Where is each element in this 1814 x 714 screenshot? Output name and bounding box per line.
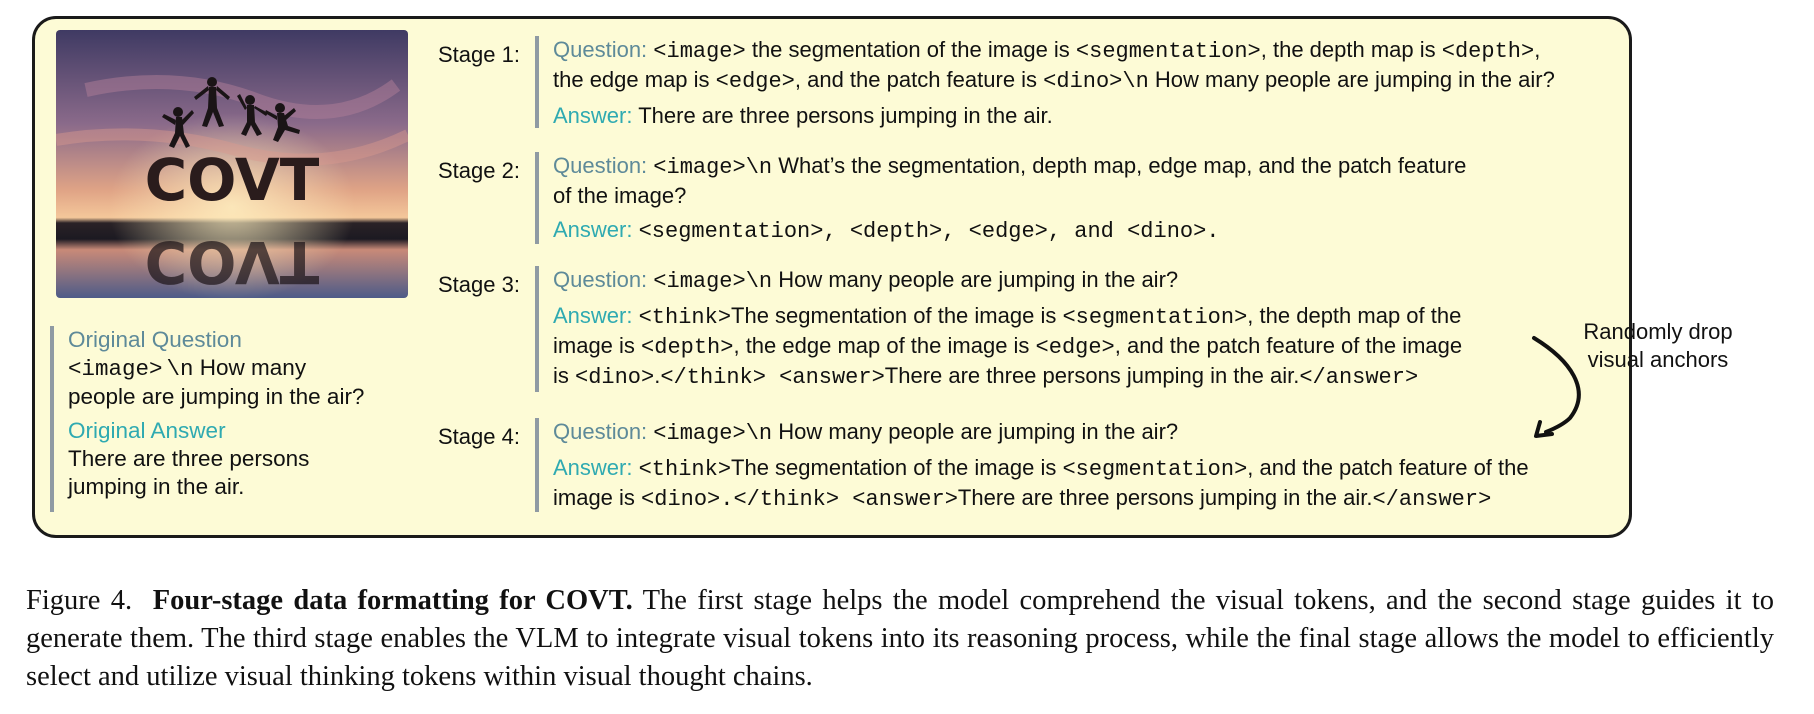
stage-2-question-line1: Question: <image>\n What’s the segmentation, depth map, edge map, and the patch feature [553,153,1467,180]
stage-3-answer-line1: Answer: <think>The segmentation of the image is <segmentation>, the depth map of the [553,303,1462,330]
stage-2-answer: Answer: <segmentation>, <depth>, <edge>, and <dino>. [553,217,1220,244]
stage-1-answer: Answer: There are three persons jumping in the air. [553,103,1053,128]
side-note [1578,318,1738,374]
stage-4-answer-line2: image is <dino>.</think> <answer>There are three persons jumping in the air.</answer> [553,485,1492,512]
stage-2-block [535,152,1466,244]
stage-4-answer-line1: Answer: <think>The segmentation of the image is <segmentation>, and the patch feature of the [553,455,1529,482]
original-answer-label: Original Answer [68,418,226,443]
side-note-line2: visual anchors [1587,347,1729,372]
original-answer-line2: jumping in the air. [68,474,245,499]
stage-3-answer-line3: is <dino>.</think> <answer>There are three persons jumping in the air.</answer> [553,363,1419,390]
original-question-label: Original Question [68,327,242,352]
stage-3-block [535,266,1462,392]
caption-bold-title: Four-stage data formatting for COVT. [152,585,633,616]
side-note-line1: Randomly drop [1583,319,1733,344]
stage-1-block [535,36,1555,128]
original-question-line2: people are jumping in the air? [68,384,365,409]
stage-4-label: Stage 4: [438,424,520,449]
stage-3-answer-line2: image is <depth>, the edge map of the image is <edge>, and the patch feature of the image [553,333,1463,360]
original-answer-line1: There are three persons [68,446,310,471]
original-qa [50,326,410,512]
stage-4-block [535,418,1529,512]
stage-1-question-line2: the edge map is <edge>, and the patch feature is <dino>\n How many people are jumping in the air? [553,67,1555,94]
covt-letters: COVT [144,146,320,214]
covt-reflection: COVT [144,228,320,296]
stage-2-question-line2: of the image? [553,183,687,208]
stage-2-label: Stage 2: [438,158,520,183]
stage-1-question-line1: Question: <image> the segmentation of the image is <segmentation>, the depth map is <depth>, [553,37,1541,64]
covt-photo [56,30,408,298]
original-question-line1: <image> \n How many [68,355,307,382]
stage-4-question: Question: <image>\n How many people are jumping in the air? [553,419,1179,446]
caption-figure-number: Figure 4. [26,585,133,616]
stage-3-question: Question: <image>\n How many people are jumping in the air? [553,267,1179,294]
figure-caption [26,582,1774,696]
stage-3-label: Stage 3: [438,272,520,297]
caption-text: The first stage helps the model comprehend the visual tokens, and the second stage guides it to generate them. The third stage enables the VLM to integrate visual tokens into its reasoning process, while the final stage allows the model to efficiently select and utilize visual thinking tokens within visual thought chains. [26,585,1775,692]
stage-1-label: Stage 1: [438,42,520,67]
